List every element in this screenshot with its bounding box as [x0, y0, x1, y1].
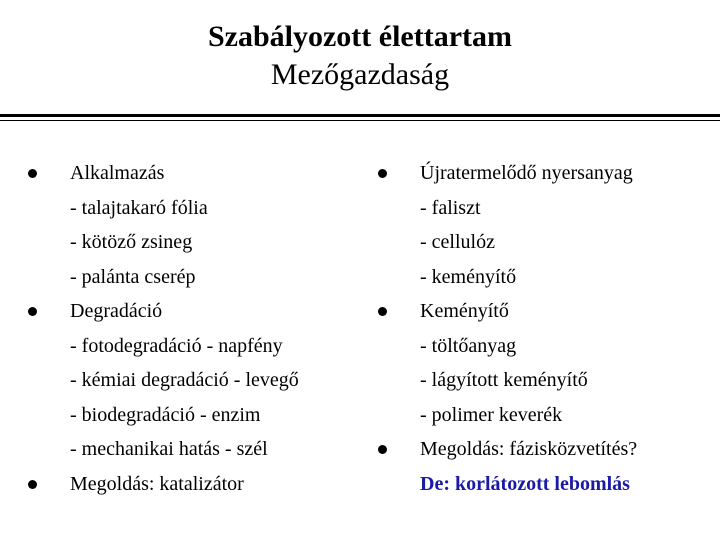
bullet-head: Keményítő: [420, 300, 509, 322]
bullet-sub: - cellulóz: [420, 231, 495, 253]
bullet-item-kemenyito: [378, 294, 708, 432]
bullet-sub: - palánta cserép: [70, 265, 196, 288]
bullet-item-ujratermelodo: [378, 156, 708, 294]
bullet-item-megoldas-fazis: [378, 432, 708, 501]
bullet-sub: - polimer keverék: [420, 403, 563, 426]
bullet-sub: - fotodegradáció - napfény: [70, 334, 283, 357]
bullet-sub: - mechanikai hatás - szél: [70, 438, 268, 460]
bullet-item-degradacio: [28, 294, 358, 467]
bullet-sub: - talajtakaró fólia: [70, 196, 208, 219]
left-column: [28, 156, 358, 501]
highlight-note: De: korlátozott lebomlás: [420, 472, 630, 495]
bullet-sub: - kötöző zsineg: [70, 231, 193, 253]
bullet-dot-icon: [378, 169, 387, 178]
bullet-sub: - keményítő: [420, 265, 517, 288]
bullet-item-alkalmazas: [28, 156, 358, 294]
bullet-dot-icon: [378, 445, 387, 454]
bullet-dot-icon: [28, 169, 37, 178]
slide-title: [0, 18, 720, 94]
bullet-head: Újratermelődő nyersanyag: [420, 162, 633, 184]
bullet-head: Degradáció: [70, 300, 163, 322]
title-main: Szabályozott élettartam: [207, 20, 513, 53]
title-subtitle: Mezőgazdaság: [270, 58, 450, 91]
bullet-dot-icon: [28, 480, 37, 489]
bullet-sub: - lágyított keményítő: [420, 369, 588, 391]
bullet-dot-icon: [28, 307, 37, 316]
right-column: [378, 156, 708, 501]
bullet-item-megoldas-katalizator: [28, 467, 358, 502]
bullet-sub: - biodegradáció - enzim: [70, 403, 261, 426]
bullet-sub: - faliszt: [420, 196, 481, 219]
title-divider-thin: [0, 120, 720, 121]
bullet-head: Alkalmazás: [70, 162, 165, 184]
bullet-head: Megoldás: fázisközvetítés?: [420, 438, 638, 460]
bullet-head: Megoldás: katalizátor: [70, 472, 244, 495]
bullet-sub: - töltőanyag: [420, 334, 517, 357]
bullet-dot-icon: [378, 307, 387, 316]
bullet-sub: - kémiai degradáció - levegő: [70, 369, 299, 391]
title-divider-thick: [0, 114, 720, 117]
